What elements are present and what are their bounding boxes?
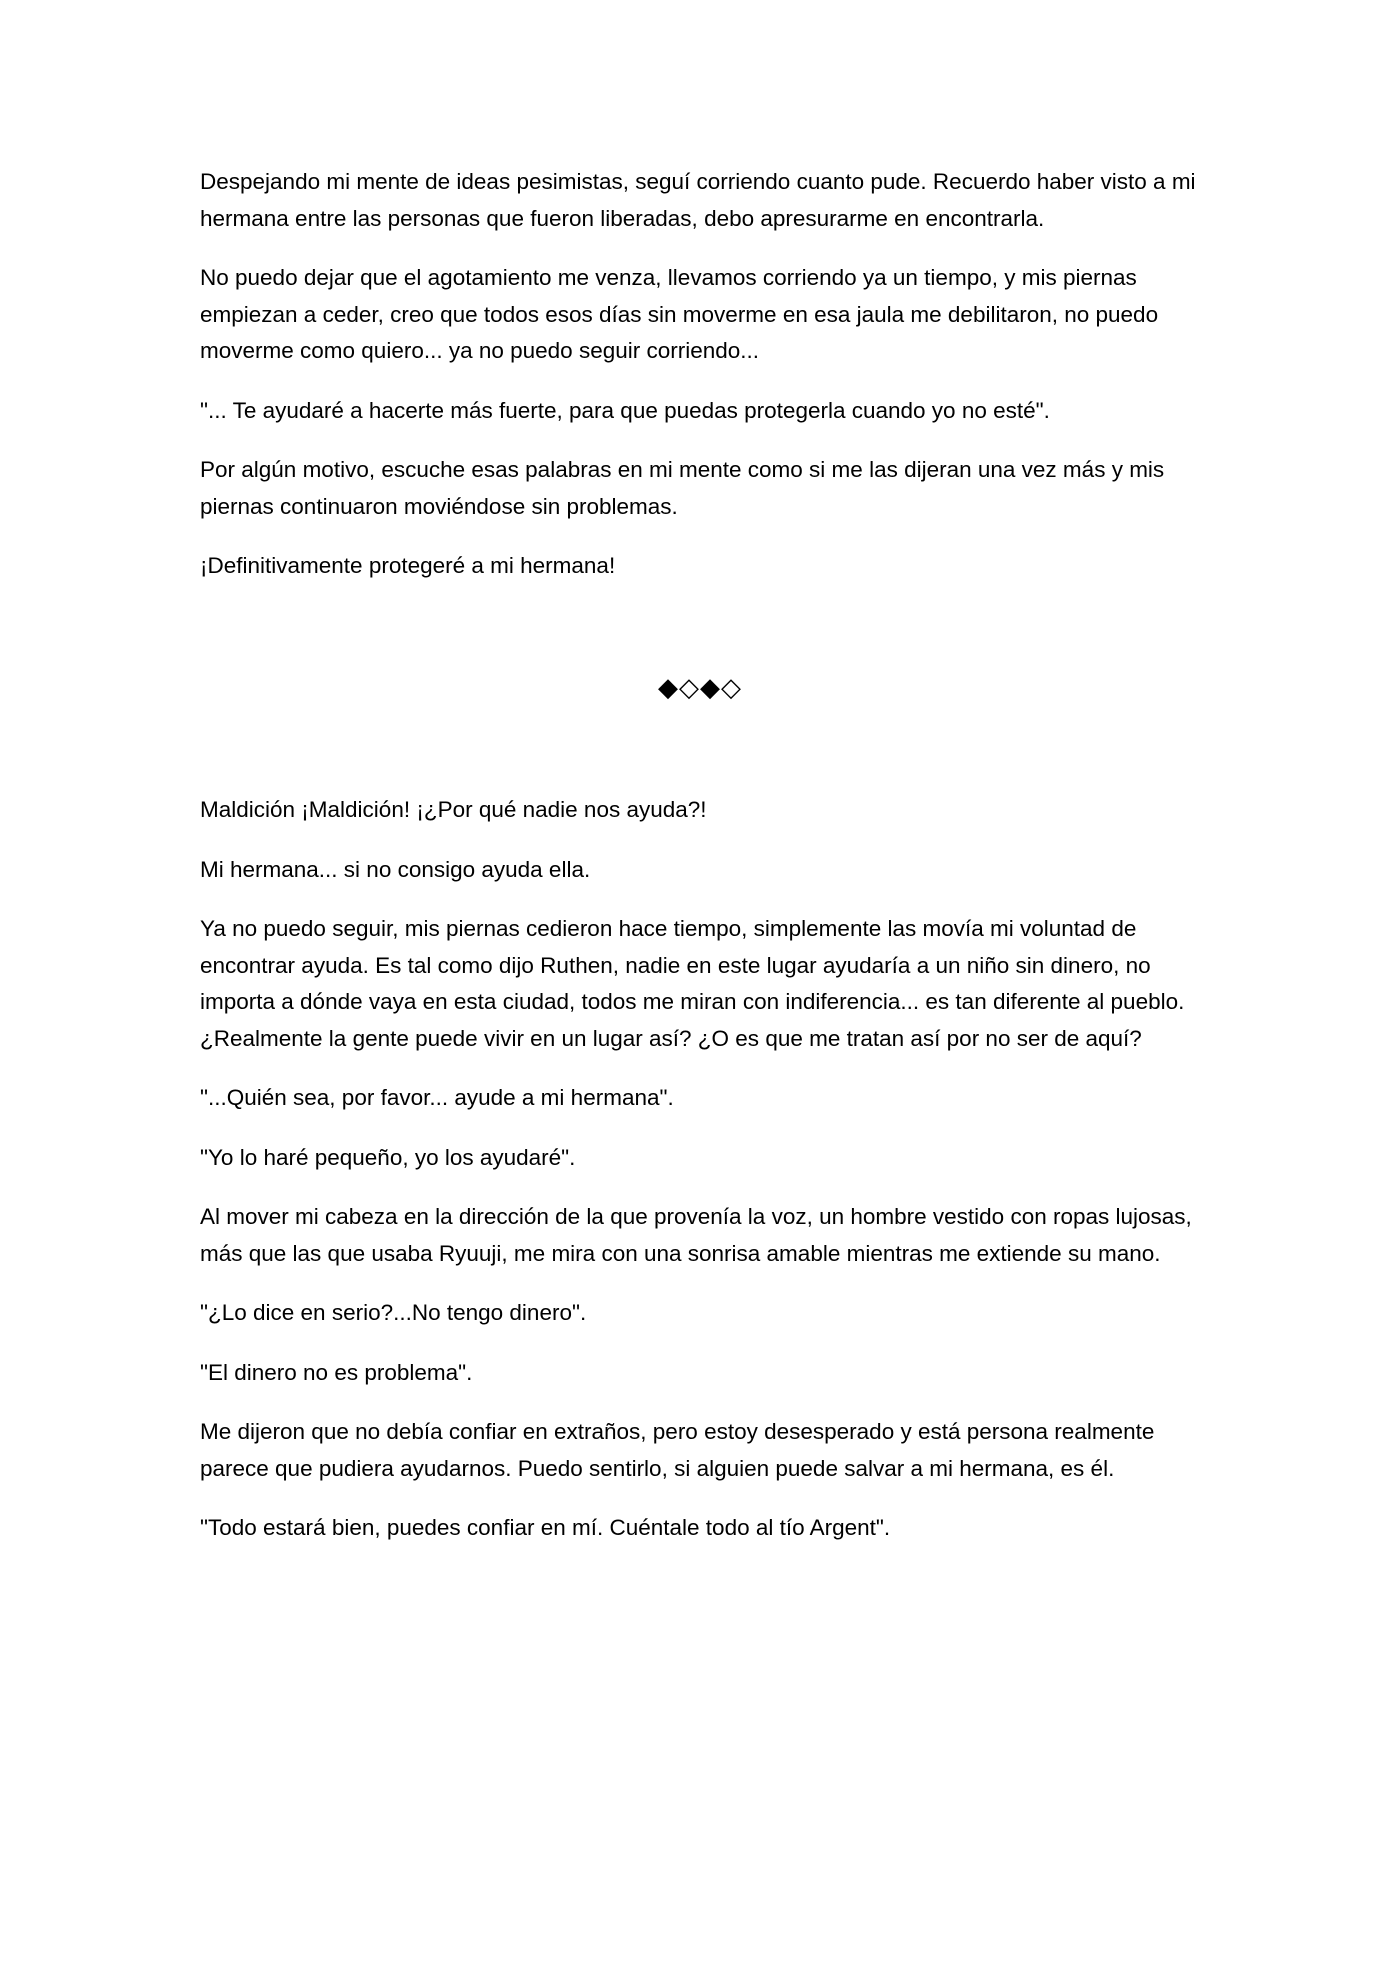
- scene-break-separator: ◆◇◆◇: [658, 673, 742, 703]
- paragraph: Despejando mi mente de ideas pesimistas, seguí corriendo cuanto pude. Recuerdo haber visto a mi hermana entre las personas que fueron liberadas, debo apresurarme en encontrarla.: [200, 169, 1196, 231]
- text-section-2: [200, 792, 1204, 1570]
- paragraph: "...Quién sea, por favor... ayude a mi hermana".: [200, 1085, 674, 1110]
- paragraph: Maldición ¡Maldición! ¡¿Por qué nadie nos ayuda?!: [200, 797, 707, 822]
- paragraph: "... Te ayudaré a hacerte más fuerte, para que puedas protegerla cuando yo no esté".: [200, 397, 1050, 423]
- paragraph: ¡Definitivamente protegeré a mi hermana!: [200, 553, 616, 578]
- paragraph: Me dijeron que no debía confiar en extraños, pero estoy desesperado y está persona realmente parece que pudiera ayudarnos. Puedo sentirlo, si alguien puede salvar a mi hermana, es él.: [200, 1419, 1155, 1481]
- paragraph: "El dinero no es problema".: [200, 1359, 473, 1385]
- paragraph: Ya no puedo seguir, mis piernas cedieron hace tiempo, simplemente las movía mi voluntad de encontrar ayuda. Es tal como dijo Ruthen, nadie en este lugar ayudaría a un niño sin dinero, no importa a dónde vaya en esta ciudad, todos me miran con indiferencia... es tan diferente al pueblo. ¿Realmente la gente puede vivir en un lugar así? ¿O es que me tratan así por no ser de aquí?: [200, 916, 1185, 1051]
- text-section-1: [200, 164, 1204, 608]
- paragraph: Al mover mi cabeza en la dirección de la que provenía la voz, un hombre vestido con ropas lujosas, más que las que usaba Ryuuji, me mira con una sonrisa amable mientras me extiende su mano.: [200, 1204, 1192, 1266]
- paragraph: Mi hermana... si no consigo ayuda ella.: [200, 856, 591, 882]
- paragraph: Por algún motivo, escuche esas palabras en mi mente como si me las dijeran una vez más y mis piernas continuaron moviéndose sin problemas.: [200, 457, 1165, 519]
- paragraph: "¿Lo dice en serio?...No tengo dinero".: [200, 1300, 587, 1325]
- paragraph: "Yo lo haré pequeño, yo los ayudaré".: [200, 1144, 576, 1170]
- paragraph: "Todo estará bien, puedes confiar en mí. Cuéntale todo al tío Argent".: [200, 1515, 891, 1540]
- paragraph: No puedo dejar que el agotamiento me venza, llevamos corriendo ya un tiempo, y mis piernas empiezan a ceder, creo que todos esos días sin moverme en esa jaula me debilitaron, no puedo moverme como quiero... ya no puedo seguir corriendo...: [200, 265, 1159, 363]
